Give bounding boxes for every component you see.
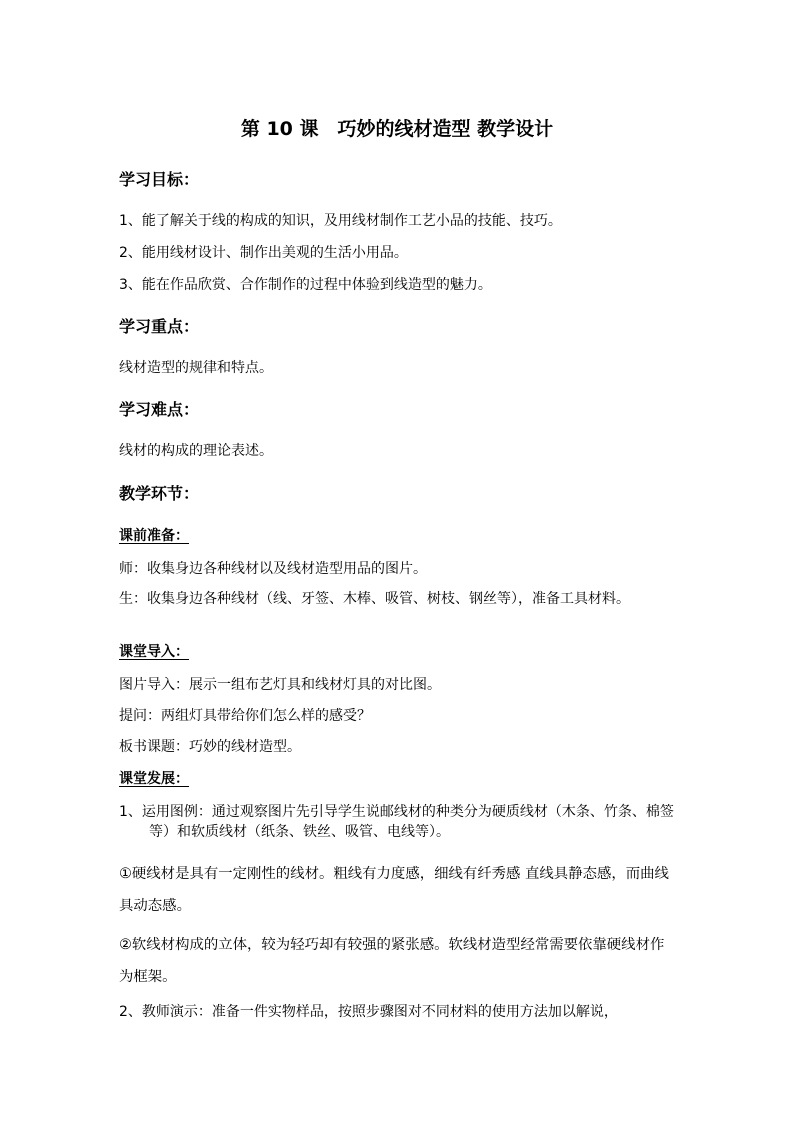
difficulty-heading: 学习难点： xyxy=(119,400,200,419)
difficulty-text: 线材的构成的理论表述。 xyxy=(119,443,273,459)
intro-heading: 课堂导入： xyxy=(119,644,189,660)
focus-text: 线材造型的规律和特点。 xyxy=(119,360,273,376)
develop-item-2: 2、教师演示：准备一件实物样品，按照步骤图对不同材料的使用方法加以解说， xyxy=(119,1004,618,1020)
intro-line-2: 提问：两组灯具带给你们怎么样的感受？ xyxy=(119,708,371,724)
focus-heading: 学习重点： xyxy=(119,317,200,336)
goal-item-3: 3、能在作品欣赏、合作制作的过程中体验到线造型的魅力。 xyxy=(119,277,492,293)
document-title: 第 10 课 巧妙的线材造型 教学设计 xyxy=(240,118,554,140)
develop-heading: 课堂发展： xyxy=(119,771,189,787)
prep-line-1: 师：收集身边各种线材以及线材造型用品的图片。 xyxy=(119,561,427,577)
develop-hard-text: ①硬线材是具有一定刚性的线材。粗线有力度感，细线有纤秀感 直线具静态感，而曲线具动态感。 xyxy=(119,866,669,914)
goal-item-1: 1、能了解关于线的构成的知识，及用线材制作工艺小品的技能、技巧。 xyxy=(119,213,562,229)
prep-heading: 课前准备： xyxy=(119,528,189,544)
steps-heading: 教学环节： xyxy=(119,484,200,503)
intro-line-3: 板书课题：巧妙的线材造型。 xyxy=(119,739,301,755)
develop-soft-text: ②软线材构成的立体，较为轻巧却有较强的紧张感。软线材造型经常需要依靠硬线材作为框架。 xyxy=(119,937,665,985)
goals-heading: 学习目标： xyxy=(119,170,200,189)
goal-item-2: 2、能用线材设计、制作出美观的生活小用品。 xyxy=(119,245,408,261)
prep-line-2: 生：收集身边各种线材（线、牙签、木棒、吸管、树枝、钢丝等），准备工具材料。 xyxy=(119,591,630,607)
develop-item-1: 1、运用图例：通过观察图片先引导学生说邮线材的种类分为硬质线材（木条、竹条、棉签等）和软质线材（纸条、铁丝、吸管、电线等）。 xyxy=(119,804,674,840)
intro-line-1: 图片导入：展示一组布艺灯具和线材灯具的对比图。 xyxy=(119,677,441,693)
